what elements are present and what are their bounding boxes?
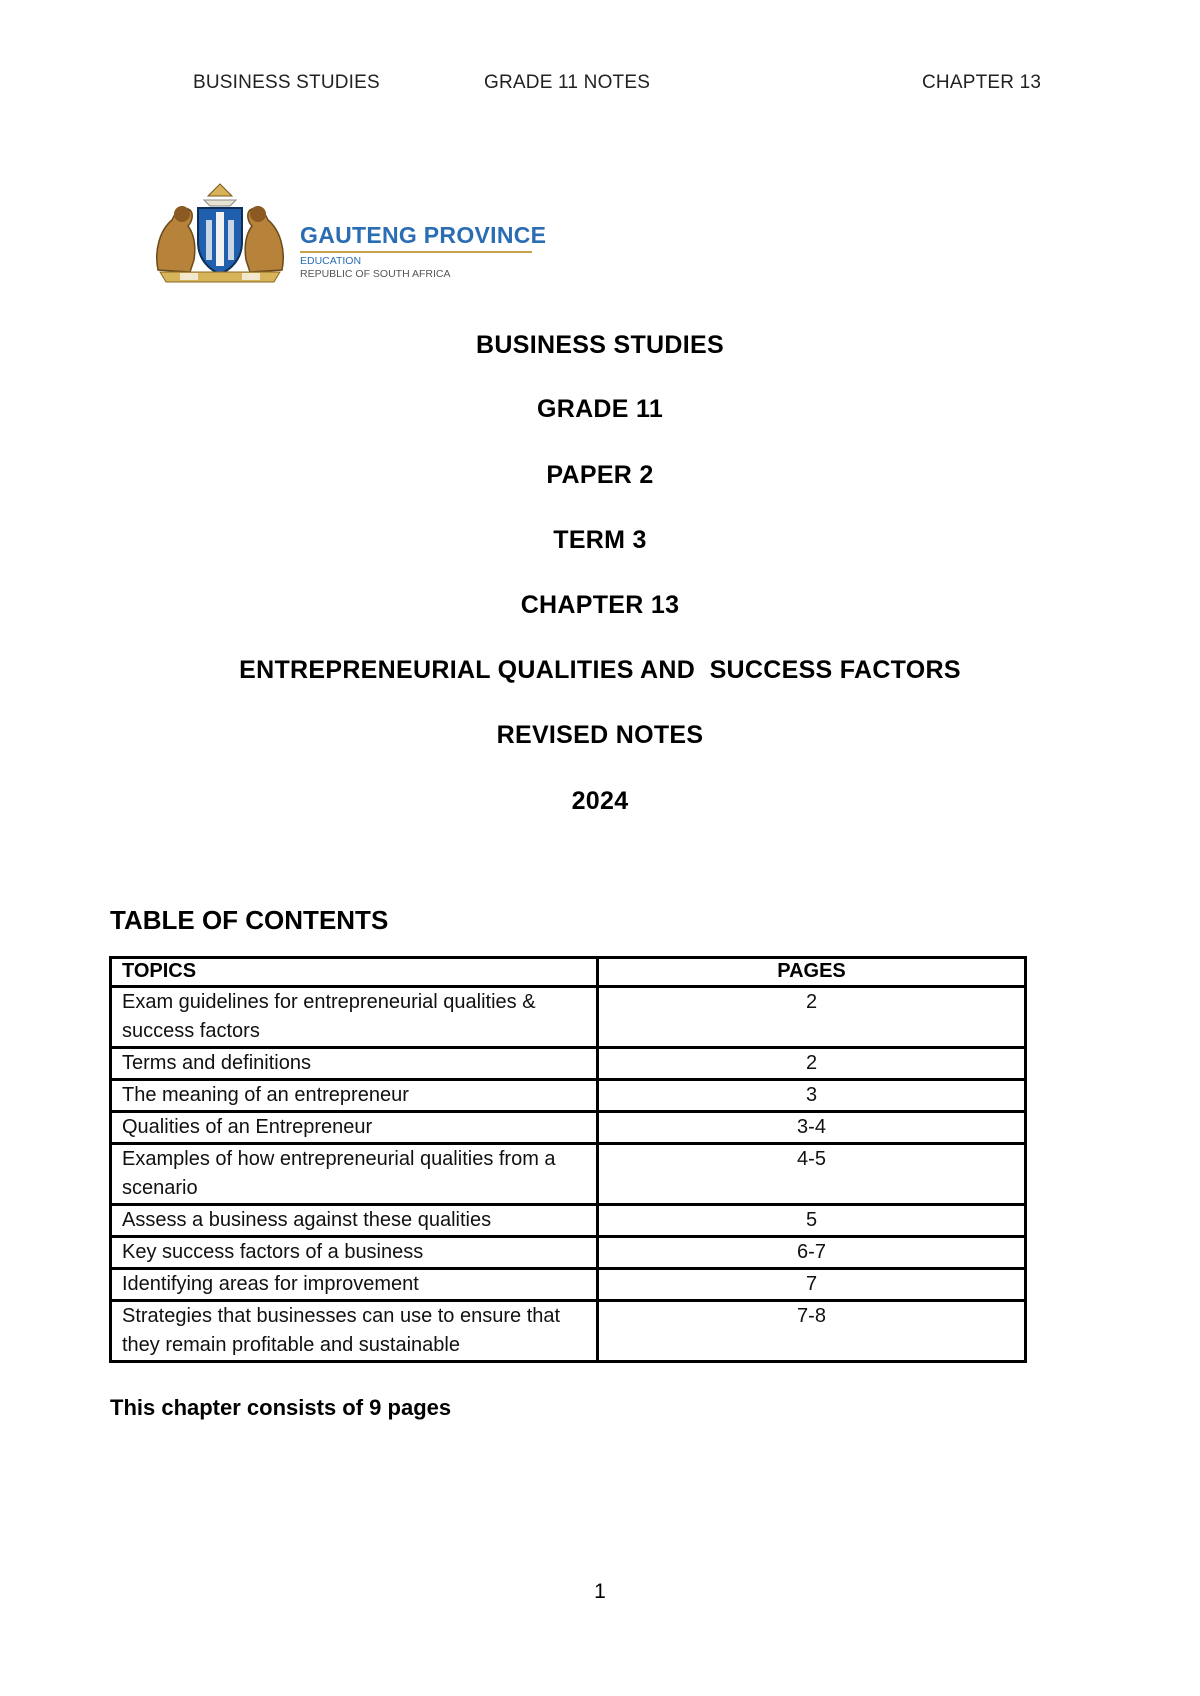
title-term: TERM 3 [553,526,647,554]
logo-province-name: GAUTENG PROVINCE [300,222,547,248]
title-year: 2024 [571,787,629,815]
gauteng-logo [150,180,550,285]
toc-topic: Key success factors of a business [111,1237,598,1269]
toc-pages: 7 [598,1269,1026,1301]
table-row [111,1080,1026,1112]
toc-pages: 4-5 [598,1144,1026,1205]
logo-divider [300,251,532,253]
header-grade: GRADE 11 NOTES [484,72,651,93]
table-row [111,1048,1026,1080]
table-row [111,1301,1026,1362]
title-topic: ENTREPRENEURIAL QUALITIES AND SUCCESS FACTORS [239,656,961,684]
toc-topic: Examples of how entrepreneurial qualities from a scenario [111,1144,598,1205]
header-chapter: CHAPTER 13 [922,72,1042,93]
toc-topic: The meaning of an entrepreneur [111,1080,598,1112]
toc-pages: 3-4 [598,1112,1026,1144]
toc-topic: Strategies that businesses can use to ensure that they remain profitable and sustainable [111,1301,598,1362]
toc-topic: Terms and definitions [111,1048,598,1080]
table-row [111,1237,1026,1269]
title-notes: REVISED NOTES [496,721,704,749]
logo-department: EDUCATION [300,255,362,267]
header-subject: BUSINESS STUDIES [193,72,380,93]
page-number: 1 [594,1580,606,1603]
toc-pages: 7-8 [598,1301,1026,1362]
toc-pages: 2 [598,1048,1026,1080]
table-row [111,1112,1026,1144]
toc-pages: 6-7 [598,1237,1026,1269]
toc-topic: Identifying areas for improvement [111,1269,598,1301]
toc-topic: Qualities of an Entrepreneur [111,1112,598,1144]
toc-col-topics: TOPICS [111,958,598,987]
toc-pages: 5 [598,1205,1026,1237]
title-chapter: CHAPTER 13 [520,591,680,619]
title-grade: GRADE 11 [536,395,664,423]
table-row [111,987,1026,1048]
toc-topic: Assess a business against these qualities [111,1205,598,1237]
toc-table [109,956,1027,1363]
coat-of-arms-icon [150,180,290,285]
toc-pages: 2 [598,987,1026,1048]
table-row [111,1205,1026,1237]
toc-topic: Exam guidelines for entrepreneurial qualities & success factors [111,987,598,1048]
table-row [111,1144,1026,1205]
toc-header-row [111,958,1026,987]
table-row [111,1269,1026,1301]
toc-pages: 3 [598,1080,1026,1112]
title-paper: PAPER 2 [546,461,654,489]
logo-country: REPUBLIC OF SOUTH AFRICA [300,268,451,280]
toc-heading: TABLE OF CONTENTS [110,905,389,935]
title-subject: BUSINESS STUDIES [476,331,724,359]
chapter-page-count: This chapter consists of 9 pages [110,1395,452,1420]
toc-col-pages: PAGES [598,958,1026,987]
